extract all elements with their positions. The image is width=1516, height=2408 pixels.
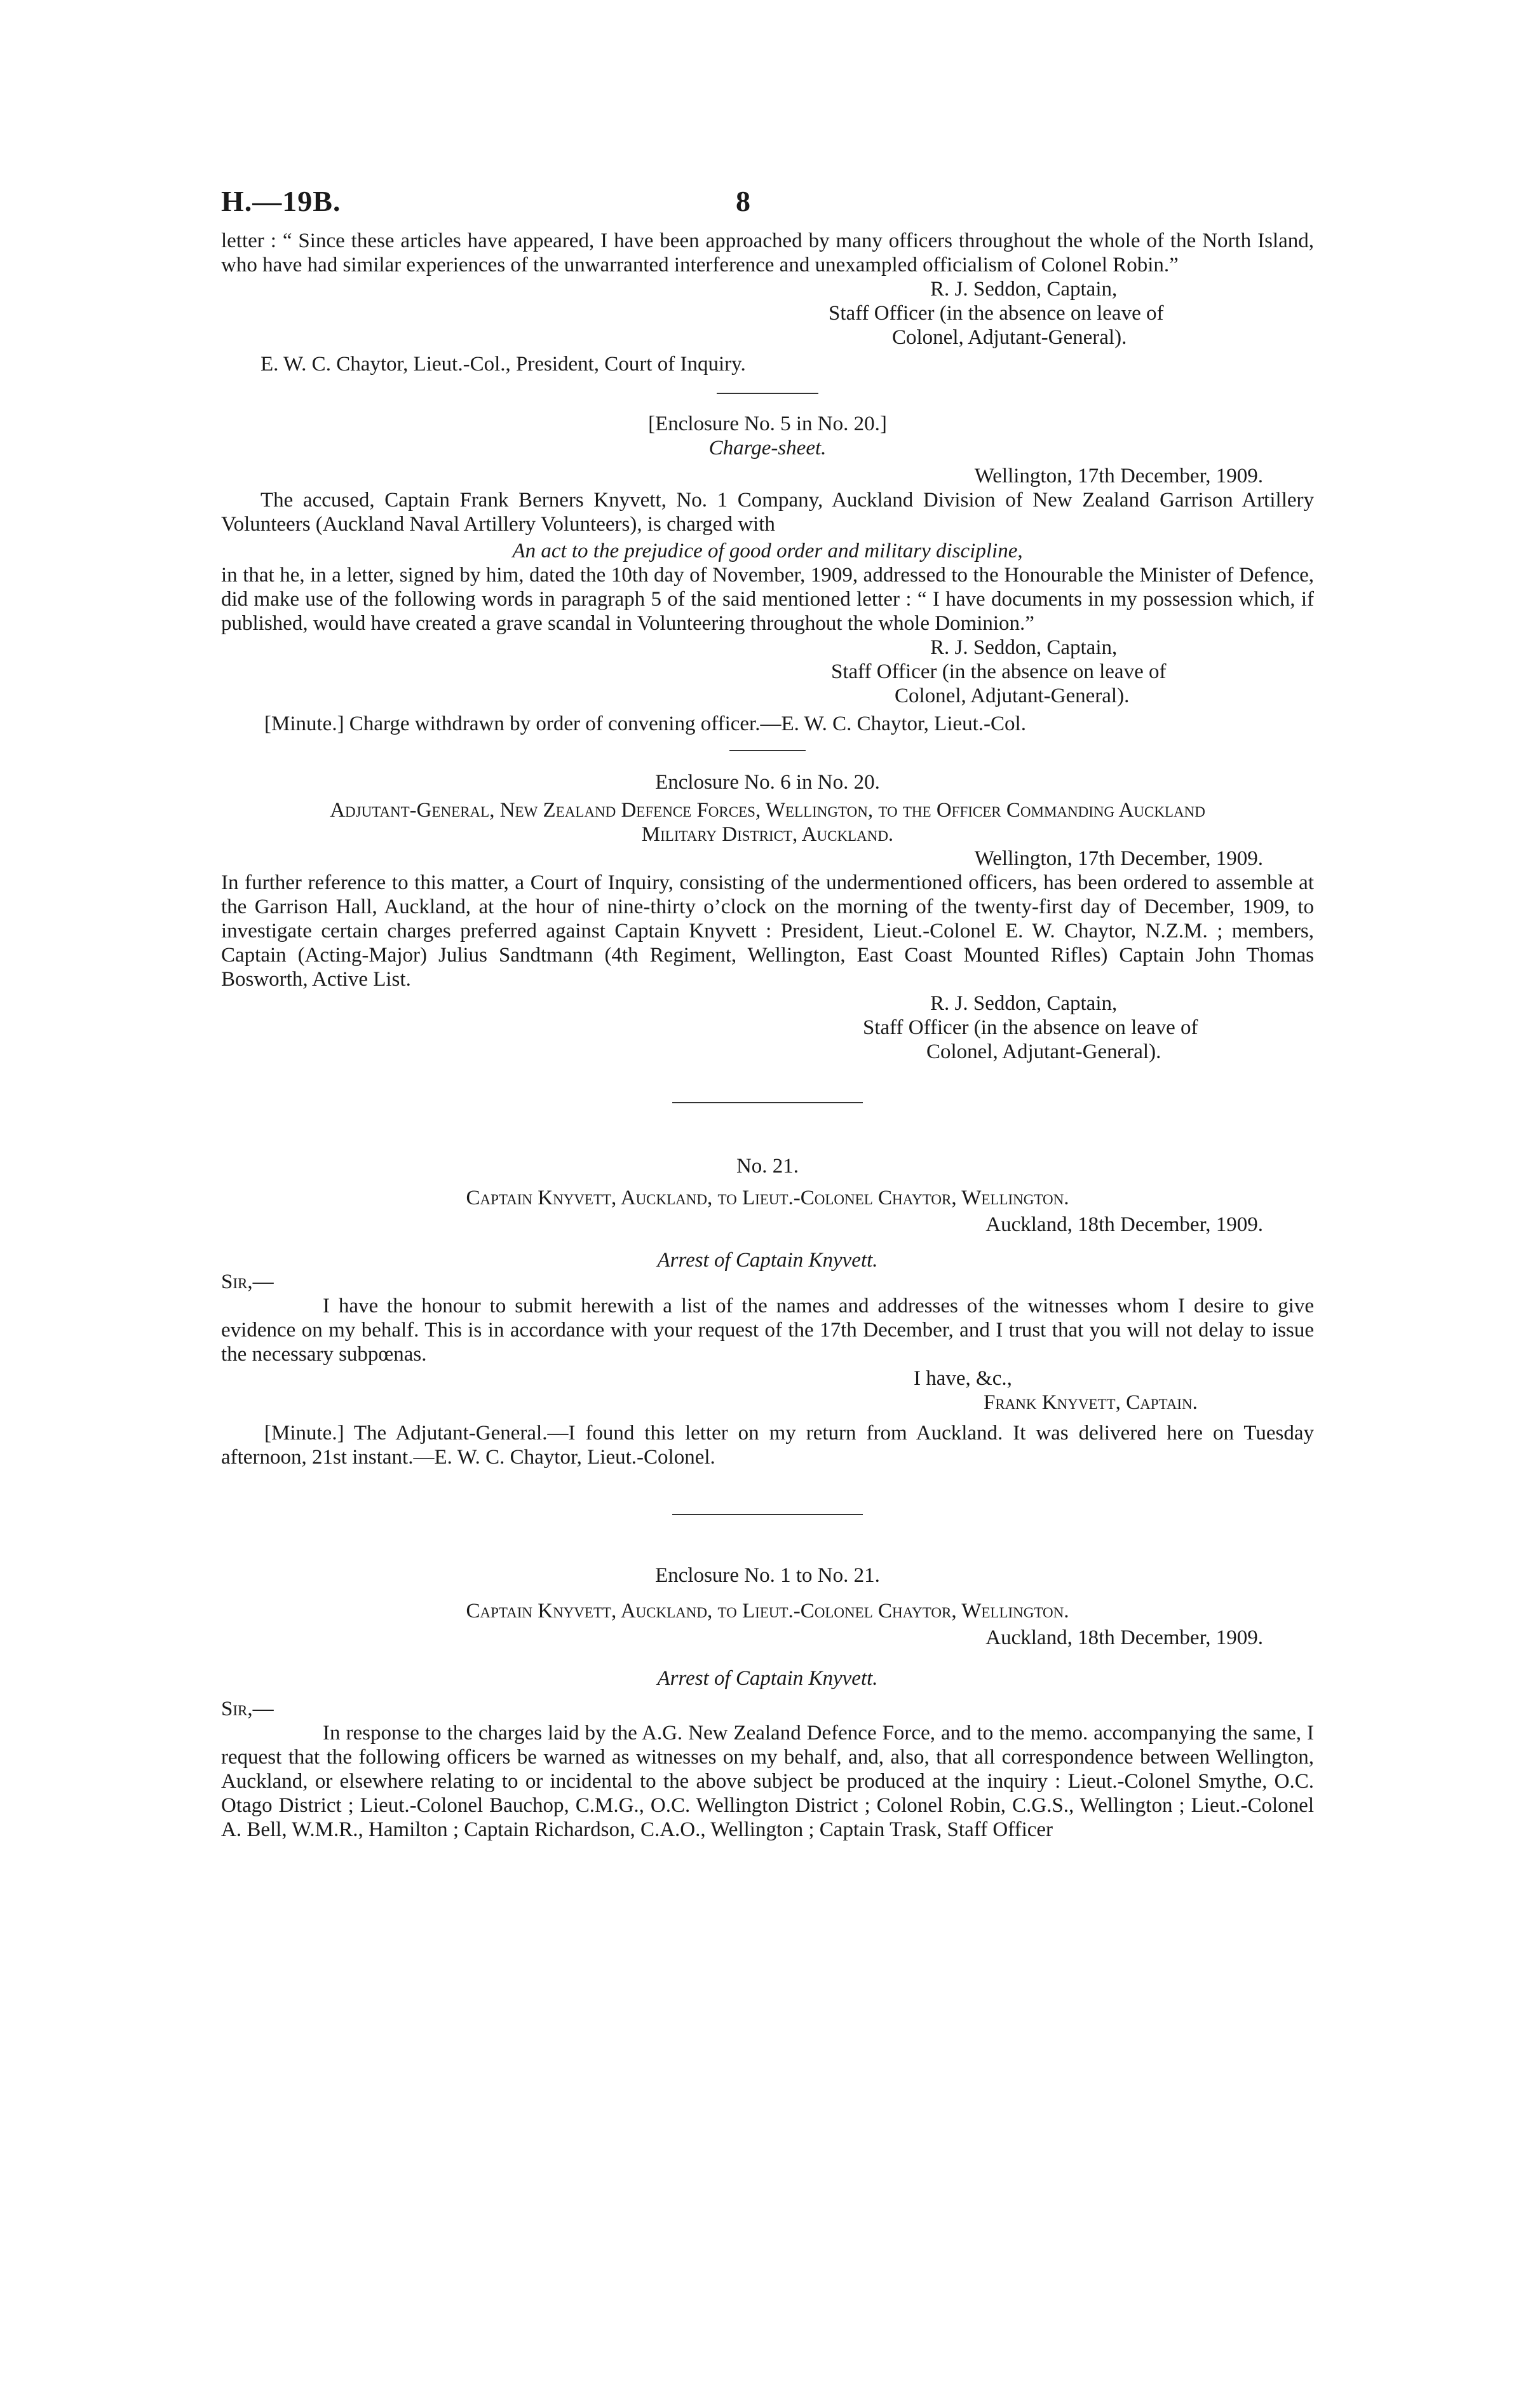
enclosure-1-salutation: Sir,—: [221, 1697, 274, 1720]
letter-21-closing: I have, &c.,: [914, 1367, 1012, 1390]
enclosure-1-title: Enclosure No. 1 to No. 21.: [655, 1564, 880, 1587]
enclosure-5-para-1: The accused, Captain Frank Berners Knyvett, No. 1 Company, Auckland Division of New Zealand Garrison Artillery Volunteers (Auckland Naval Artillery Volunteers), is charged with: [221, 489, 1314, 536]
signature-title: Staff Officer (in the absence on leave of: [829, 302, 1164, 325]
document-page: [221, 178, 1314, 1842]
enclosure-1-paragraph: In response to the charges laid by the A.G. New Zealand Defence Force, and to the memo. accompanying the same, I request that the following officers be warned as witnesses on my behalf, and, also, that all correspondence between Wellington, Auckland, or elsewhere relating to or incidental to the above subject be produced at the inquiry : Lieut.-Colonel Smythe, O.C. Otago District ; Lieut.-Colonel Bauchop, C.M.G., O.C. Wellington District ; Colonel Robin, C.G.S., Wellington ; Lieut.-Colonel A. Bell, W.M.R., Hamilton ; Captain Richardson, C.A.O., Wellington ; Captain Trask, Staff Officer: [221, 1722, 1314, 1841]
enclosure-6-address-2: Military District, Auckland.: [641, 823, 894, 846]
letter-21-title: No. 21.: [736, 1155, 799, 1178]
letter-21-minute: [Minute.] The Adjutant-General.—I found this letter on my return from Auckland. It was delivered here on Tuesday afternoon, 21st instant.—E. W. C. Chaytor, Lieut.-Colonel.: [221, 1422, 1314, 1469]
enclosure-1-address: Captain Knyvett, Auckland, to Lieut.-Colonel Chaytor, Wellington.: [466, 1600, 1069, 1622]
signature-title-2: Colonel, Adjutant-General).: [892, 326, 1127, 349]
document-reference: H.—19B.: [221, 185, 341, 217]
enclosure-5-subtitle: Charge-sheet.: [708, 437, 827, 459]
enclosure-6-date: Wellington, 17th December, 1909.: [974, 847, 1263, 870]
letter-21-address: Captain Knyvett, Auckland, to Lieut.-Colonel Chaytor, Wellington.: [466, 1187, 1069, 1209]
enclosure-6-signature-name: R. J. Seddon, Captain,: [930, 992, 1118, 1015]
letter-no-21: [221, 1154, 1314, 1469]
enclosure-1-subject: Arrest of Captain Knyvett.: [657, 1667, 878, 1690]
enclosure-6-paragraph: In further reference to this matter, a Court of Inquiry, consisting of the undermentioned officers, has been ordered to assemble at the Garrison Hall, Auckland, at the hour of nine-thirty o’clock on the morning of the twenty-first day of December, 1909, to investigate certain charges preferred against Captain Knyvett : President, Lieut.-Colonel E. W. Chaytor, N.Z.M. ; members, Captain (Acting-Major) Julius Sandtmann (4th Regiment, Wellington, East Coast Mounted Rifles) Captain John Thomas Bosworth, Active List.: [221, 871, 1314, 991]
president-line: E. W. C. Chaytor, Lieut.-Col., President, Court of Inquiry.: [261, 353, 746, 376]
page-header: [221, 178, 1314, 229]
enclosure-6-address-1: Adjutant-General, New Zealand Defence Forces, Wellington, to the Officer Commanding Auckland: [330, 799, 1205, 822]
section-continuation: [221, 229, 1314, 376]
continuation-paragraph: letter : “ Since these articles have appeared, I have been approached by many officers throughout the whole of the North Island, who have had similar experiences of the unwarranted interference and unexampled officialism of Colonel Robin.”: [221, 229, 1314, 276]
enclosure-1-date: Auckland, 18th December, 1909.: [985, 1626, 1263, 1649]
enclosure-5-charge: An act to the prejudice of good order and military discipline,: [512, 540, 1023, 562]
enclosure-5-minute: [Minute.] Charge withdrawn by order of convening officer.—E. W. C. Chaytor, Lieut.-Col.: [264, 712, 1026, 735]
letter-21-signature: Frank Knyvett, Captain.: [984, 1391, 1198, 1414]
signature-name: R. J. Seddon, Captain,: [930, 278, 1118, 301]
letter-21-paragraph: I have the honour to submit herewith a list of the names and addresses of the witnesses whom I desire to give evidence on my behalf. This is in accordance with your request of the 17th December, and I trust that you will not delay to issue the necessary subpœnas.: [221, 1295, 1314, 1366]
divider: [717, 393, 818, 394]
enclosure-6-signature-title-2: Colonel, Adjutant-General).: [926, 1040, 1161, 1063]
letter-21-salutation: Sir,—: [221, 1270, 274, 1293]
letter-21-date: Auckland, 18th December, 1909.: [985, 1213, 1263, 1236]
enclosure-5-para-2: in that he, in a letter, signed by him, dated the 10th day of November, 1909, addressed to the Honourable the Minister of Defence, did make use of the following words in paragraph 5 of the said mentioned letter : “ I have documents in my possession which, if published, would have created a grave scandal in Volunteering throughout the whole Dominion.”: [221, 564, 1314, 635]
enclosure-1-to-21: [221, 1563, 1314, 1842]
divider: [672, 1102, 863, 1103]
enclosure-5-signature-title: Staff Officer (in the absence on leave of: [831, 660, 1167, 683]
letter-21-subject: Arrest of Captain Knyvett.: [657, 1249, 878, 1272]
enclosure-6: [221, 770, 1314, 1064]
divider: [729, 750, 806, 751]
enclosure-5-date: Wellington, 17th December, 1909.: [974, 465, 1263, 487]
enclosure-5-signature-title-2: Colonel, Adjutant-General).: [895, 684, 1130, 707]
enclosure-5-title: [Enclosure No. 5 in No. 20.]: [648, 412, 887, 435]
page-number: 8: [736, 185, 750, 217]
enclosure-5-signature-name: R. J. Seddon, Captain,: [930, 636, 1118, 659]
divider: [672, 1514, 863, 1515]
enclosure-6-title: Enclosure No. 6 in No. 20.: [655, 771, 880, 794]
enclosure-6-signature-title: Staff Officer (in the absence on leave of: [863, 1016, 1198, 1039]
enclosure-5: [221, 412, 1314, 736]
